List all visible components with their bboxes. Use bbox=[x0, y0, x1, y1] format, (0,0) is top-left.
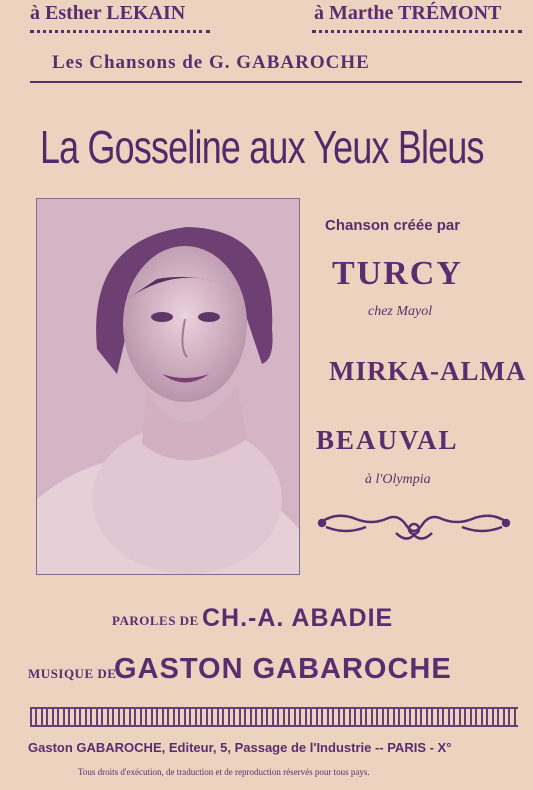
performer-name-turcy: TURCY bbox=[332, 255, 463, 292]
performer-venue-beauval: à l'Olympia bbox=[365, 472, 431, 487]
singer-photo bbox=[36, 198, 300, 575]
performer-name-mirka-alma: MIRKA-ALMA bbox=[329, 356, 527, 386]
publisher-line: Gaston GABAROCHE, Editeur, 5, Passage de l'Industrie -- PARIS - X° bbox=[28, 740, 452, 755]
dedication-left: à Esther LEKAIN bbox=[30, 2, 186, 24]
performer-venue-turcy: chez Mayol bbox=[368, 304, 433, 319]
music-label: MUSIQUE DE bbox=[28, 666, 117, 681]
series-title: Les Chansons de G. GABAROCHE bbox=[52, 52, 370, 73]
dotted-rule-left bbox=[30, 30, 210, 33]
ornament-flourish bbox=[316, 505, 512, 545]
lyrics-label: PAROLES DE bbox=[112, 613, 199, 628]
created-by-label: Chanson créée par bbox=[325, 217, 461, 234]
song-title: La Gosseline aux Yeux Bleus bbox=[40, 121, 484, 173]
lyrics-author: CH.-A. ABADIE bbox=[202, 604, 394, 632]
music-author: GASTON GABAROCHE bbox=[114, 653, 452, 685]
portrait-image bbox=[37, 199, 299, 574]
dotted-rule-right bbox=[312, 30, 522, 33]
series-rule bbox=[30, 81, 522, 83]
greek-key-border bbox=[30, 707, 518, 727]
performer-name-beauval: BEAUVAL bbox=[316, 425, 459, 455]
rights-notice: Tous droits d'exécution, de traduction et de reproduction réservés pour tous pays. bbox=[78, 767, 370, 777]
dedication-right: à Marthe TRÉMONT bbox=[314, 2, 502, 24]
